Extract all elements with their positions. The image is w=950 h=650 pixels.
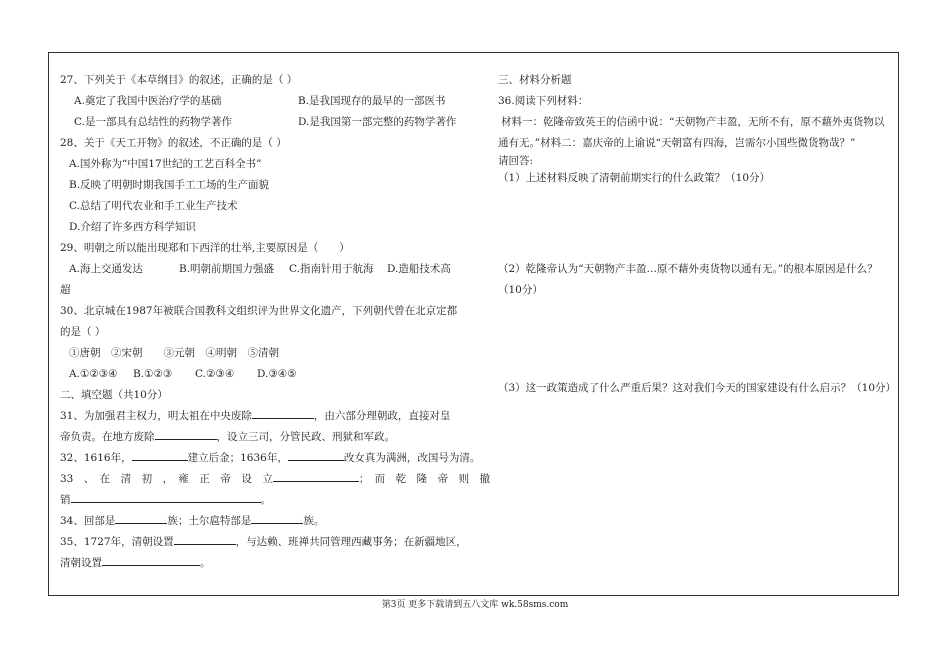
q32-blank-1[interactable]	[132, 448, 188, 461]
q30-option-a: A.①②③④	[69, 368, 118, 380]
q30-items: ①唐朝 ②宋朝 ③元朝 ④明朝 ⑤清朝	[69, 347, 279, 359]
q28-option-d: D.介绍了许多西方科学知识	[69, 221, 196, 233]
q31-text-4: ，设立三司，分管民政、刑狱和军政。	[216, 431, 395, 443]
q29-option-d-cont: 超	[60, 284, 71, 296]
sub-question-2-line-1: （2）乾隆帝认为“天朝物产丰盈…原不藉外夷货物以通有无。”的根本原因是什么？	[498, 263, 878, 275]
q29-options	[60, 259, 480, 280]
q29-option-b: B.明朝前期国力强盛	[179, 263, 275, 275]
q35-line-1	[60, 532, 480, 553]
q35-text-1: 35、1727年，清朝设置	[60, 536, 174, 548]
sub-question-2-line-2: （10分）	[498, 284, 543, 296]
q34-text-3: 族。	[303, 515, 325, 527]
q35-text-4: 。	[200, 557, 211, 569]
q32-line	[60, 448, 480, 469]
q30-option-c: C.②③④	[195, 368, 235, 380]
q31-line-2	[60, 427, 480, 448]
q35-line-2	[60, 553, 480, 574]
q28-option-b: B.反映了明朝时期我国手工工场的生产面貌	[69, 179, 270, 191]
q32-blank-2[interactable]	[288, 448, 344, 461]
sub-question-1: （1）上述材料反映了清朝前期实行的什么政策？（10分）	[498, 172, 771, 184]
q34-line	[60, 511, 480, 532]
q33-line-1	[60, 469, 491, 490]
q36-stem: 36.阅读下列材料：	[498, 95, 589, 107]
q28-stem: 28、关于《天工开物》的叙述，不正确的是（ ）	[60, 137, 287, 149]
q32-text-2: 建立后金；1636年，	[187, 452, 288, 464]
q28-option-c: C.总结了明代农业和手工业生产技术	[69, 200, 238, 212]
q34-text-1: 34、回部是	[60, 515, 116, 527]
answer-space-1[interactable]	[498, 189, 903, 259]
q30-options	[60, 364, 480, 385]
q31-blank-1[interactable]	[252, 406, 314, 419]
left-column	[60, 70, 491, 574]
q31-blank-2[interactable]	[155, 427, 217, 440]
material-line-2: 通有无。”材料二：嘉庆帝的上谕说“天朝富有四海，岂需尔小国些微货物哉？”	[498, 137, 856, 149]
q33-text-4: 。	[260, 494, 271, 506]
q35-blank-1[interactable]	[174, 532, 236, 545]
page-footer: 第3页 更多下载请到五八文库 wk.58sms.com	[381, 600, 569, 610]
q29-option-c: C.指南针用于航海	[289, 263, 374, 275]
section-material-title: 三、材料分析题	[498, 74, 572, 86]
q32-text-1: 32、1616年，	[60, 452, 132, 464]
q32-text-3: 改女真为满洲，改国号为清。	[343, 452, 481, 464]
q34-text-2: 族；土尔扈特部是	[167, 515, 252, 527]
q33-line-2	[60, 490, 480, 511]
q31-text-2: ，由六部分理朝政，直接对皇	[313, 410, 451, 422]
q27-option-d: D.是我国第一部完整的药物学著作	[298, 116, 457, 128]
q33-blank-1[interactable]	[273, 469, 359, 482]
q31-text-3: 帝负责。在地方废除	[60, 431, 155, 443]
q27-option-a: A.奠定了我国中医治疗学的基础	[74, 95, 222, 107]
q33-text-2: ； 而 乾 隆 帝 则 撤	[358, 473, 491, 485]
q30-option-d: D.③④⑤	[257, 368, 297, 380]
q27-options-ab	[60, 91, 480, 112]
q29-stem: 29、明朝之所以能出现郑和下西洋的壮举,主要原因是（ ）	[60, 242, 350, 254]
q35-text-2: ，与达赖、班禅共同管理西藏事务；在新疆地区，	[235, 536, 467, 548]
q35-text-3: 清朝设置	[60, 557, 102, 569]
q33-text-1: 33 、 在 清 初 ， 雍 正 帝 设 立	[60, 473, 273, 485]
q30-option-b: B.①②③	[133, 368, 173, 380]
q27-stem: 27、下列关于《本草纲目》的叙述，正确的是（ ）	[60, 74, 298, 86]
right-column	[498, 70, 903, 399]
q29-option-d: D.造船技术高	[387, 263, 451, 275]
q27-option-c: C.是一部具有总结性的药物学著作	[74, 116, 232, 128]
q34-blank-1[interactable]	[115, 511, 167, 524]
material-line-1: 材料一：乾隆帝致英王的信函中说：“天朝物产丰盈，无所不有，原不藉外夷货物以	[501, 116, 885, 128]
answer-prompt: 请回答:	[498, 155, 534, 167]
q33-blank-2[interactable]	[71, 490, 261, 503]
q27-option-b: B.是我国现存的最早的一部医书	[298, 95, 446, 107]
q31-line-1	[60, 406, 480, 427]
q27-options-cd	[60, 112, 480, 133]
q33-text-3: 销	[60, 494, 71, 506]
q29-option-a: A.海上交通发达	[69, 263, 143, 275]
section-fill-in-title: 二、填空题（共10分）	[60, 389, 168, 401]
q30-stem-1: 30、北京城在1987年被联合国教科文组织评为世界文化遗产，下列朝代曾在北京定都	[60, 305, 458, 317]
q28-option-a: A.国外称为“中国17世纪的工艺百科全书”	[69, 158, 262, 170]
q35-blank-2[interactable]	[102, 553, 200, 566]
sub-question-3: （3）这一政策造成了什么严重后果？这对我们今天的国家建设有什么启示？（10分）	[498, 382, 897, 394]
q30-stem-2: 的是（ ）	[60, 326, 106, 338]
q31-text-1: 31、为加强君主权力，明太祖在中央废除	[60, 410, 252, 422]
answer-space-2[interactable]	[498, 301, 903, 378]
q34-blank-2[interactable]	[251, 511, 303, 524]
